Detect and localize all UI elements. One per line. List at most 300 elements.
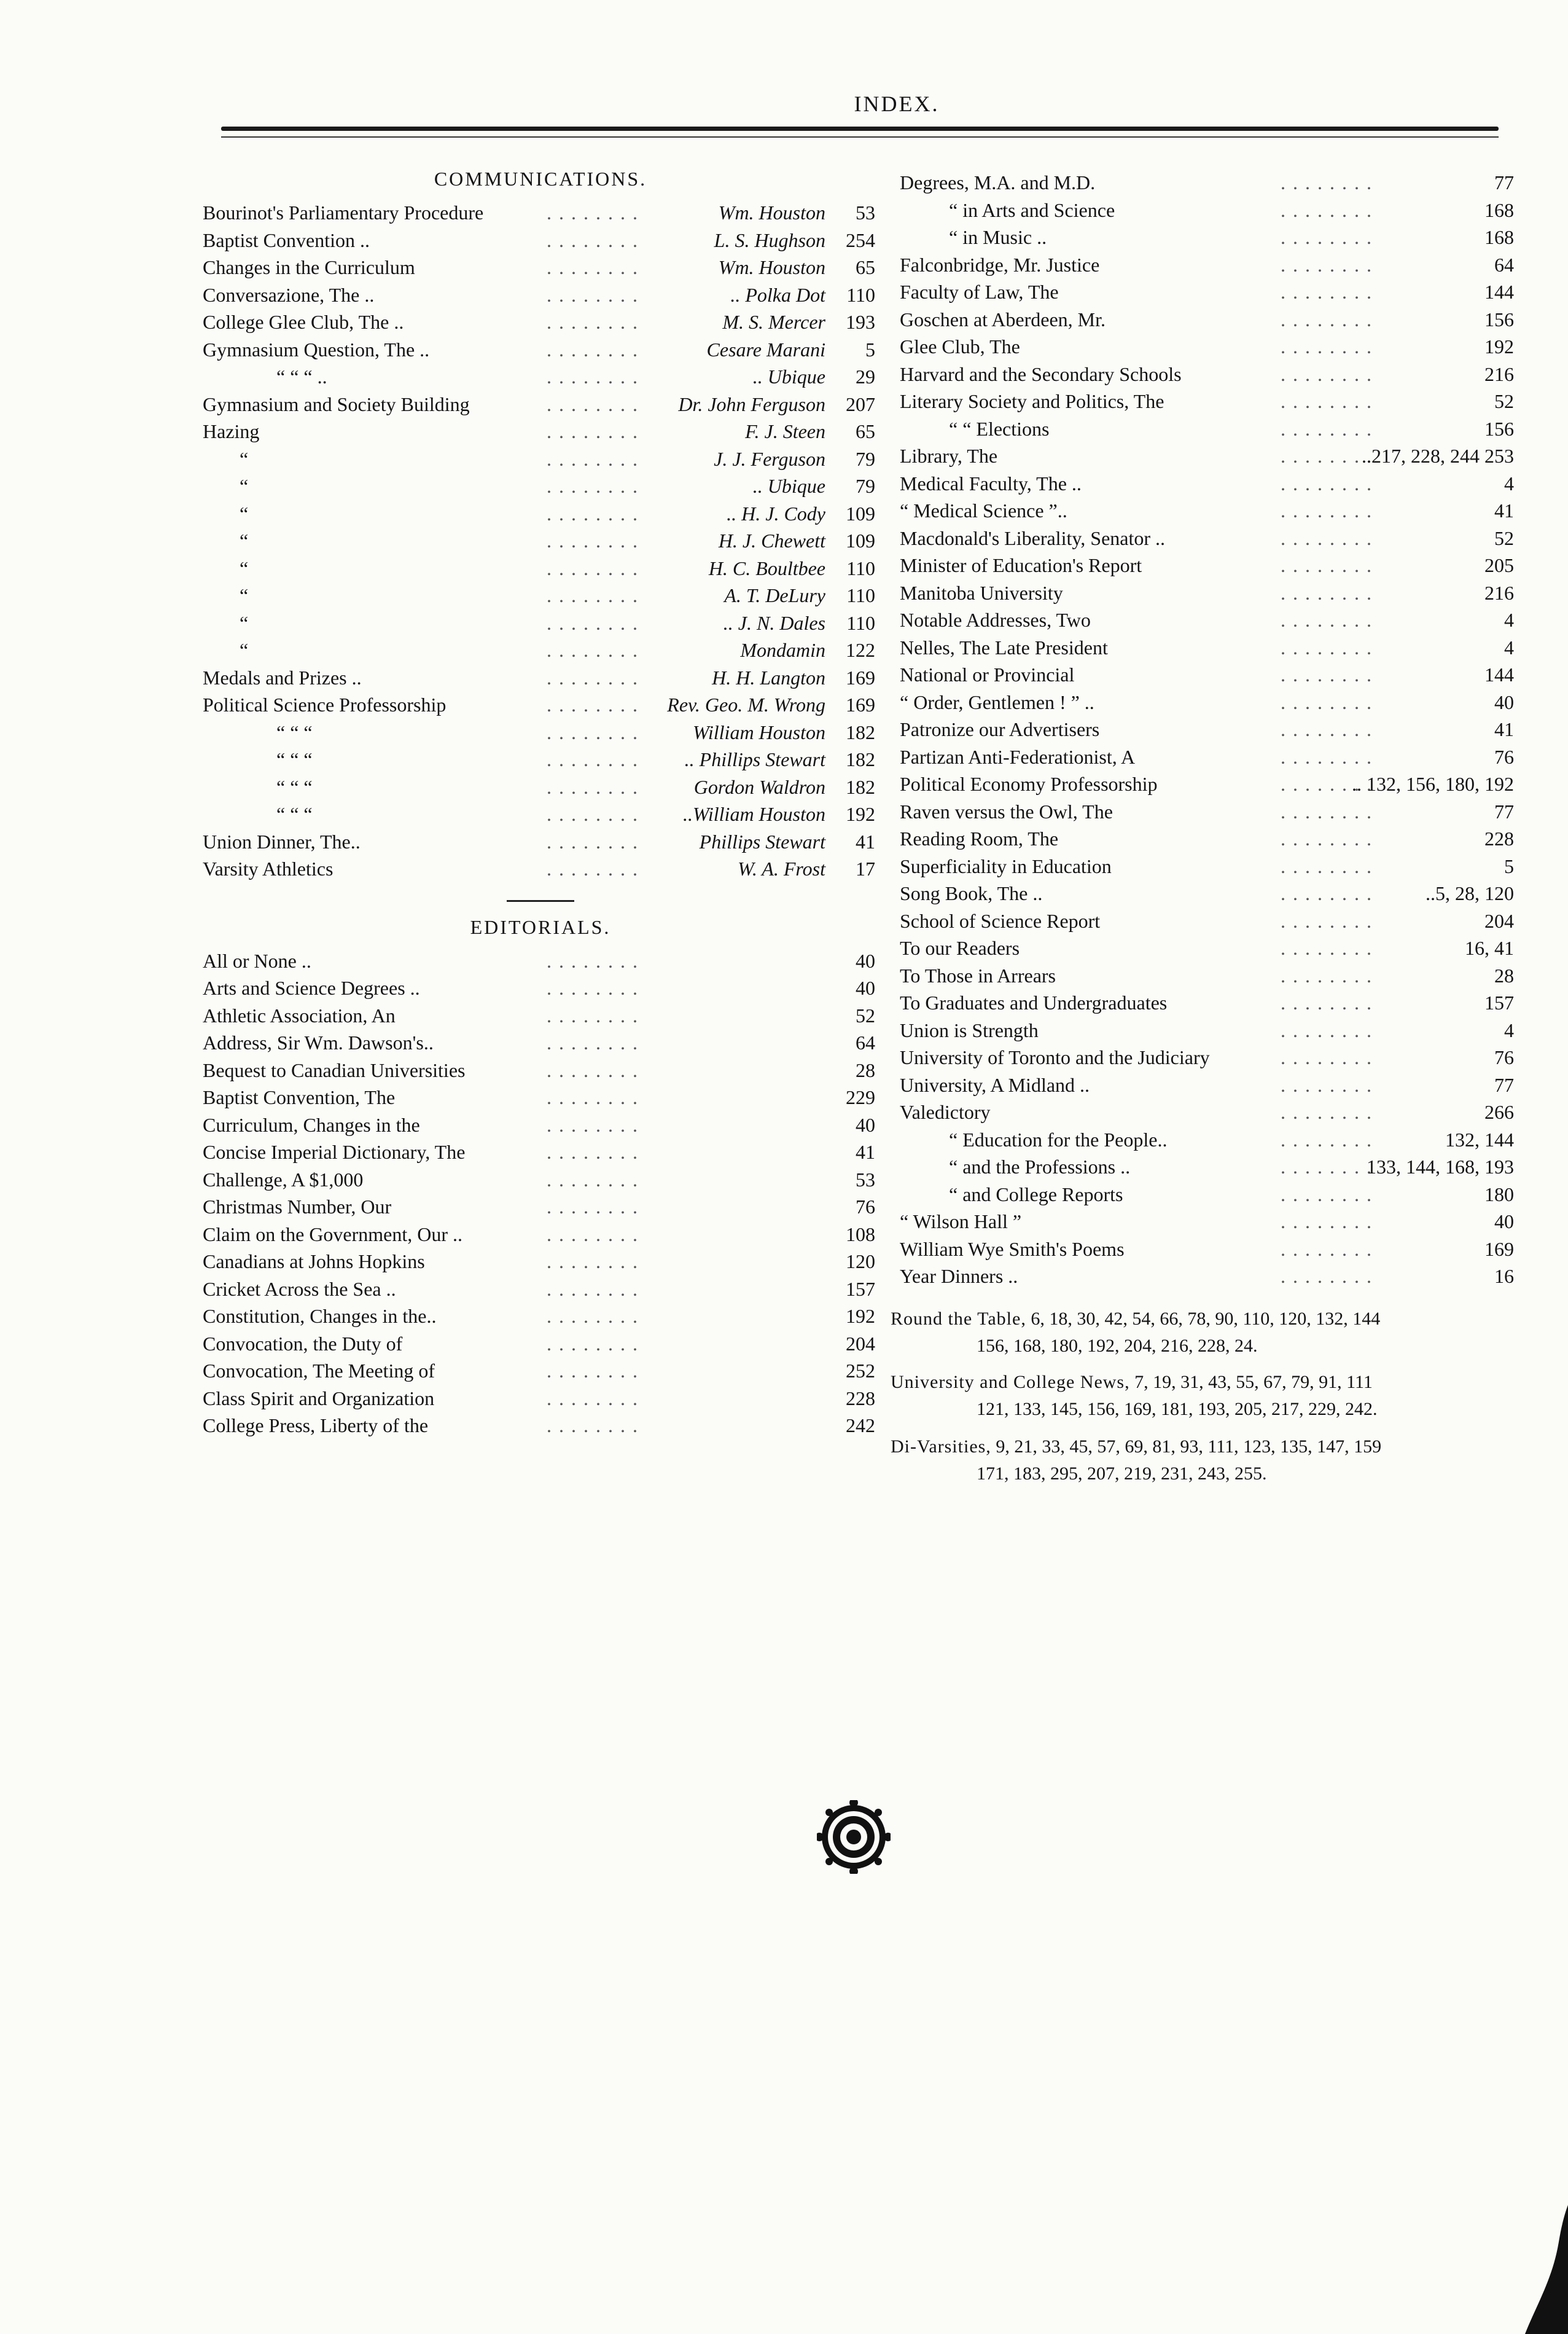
index-entry-page: 4: [1504, 1019, 1514, 1041]
communication-entry-page: 109: [846, 502, 875, 525]
index-entry-page: 52: [1494, 527, 1514, 549]
page-title: INDEX.: [854, 92, 940, 116]
editorial-entry-title: Cricket Across the Sea ..: [203, 1277, 396, 1300]
leader-dots: . . . . . . . .: [547, 1277, 639, 1300]
index-entry-page: 169: [1484, 1237, 1514, 1260]
communication-entry-page: 5: [865, 338, 875, 361]
index-entry: [900, 1153, 1514, 1181]
index-entry-title: Glee Club, The: [900, 335, 1020, 358]
index-entry: [900, 880, 1514, 907]
index-entry: [900, 197, 1514, 224]
editorial-entry-title: All or None ..: [203, 949, 311, 972]
communication-entry-title: Gymnasium Question, The ..: [203, 338, 430, 361]
index-entry-title: “ Order, Gentlemen ! ” ..: [900, 691, 1094, 713]
editorial-entry: [203, 1193, 878, 1221]
index-entry-title: To our Readers: [900, 937, 1020, 959]
leader-dots: . . . . . . . .: [547, 1113, 639, 1136]
editorial-entry-page: 108: [846, 1223, 875, 1245]
index-entry: [900, 661, 1514, 689]
communication-entry-page: 79: [856, 475, 875, 497]
leader-dots: . . . . . . . .: [1281, 499, 1373, 522]
communication-entry-page: 29: [856, 366, 875, 388]
index-entry-title: Notable Addresses, Two: [900, 609, 1091, 631]
communication-entry-page: 182: [846, 748, 875, 770]
communication-entry-page: 193: [846, 311, 875, 333]
leader-dots: . . . . . . . .: [547, 748, 639, 770]
leader-dots: . . . . . . . .: [547, 447, 639, 470]
index-entry-title: Manitoba University: [900, 581, 1063, 604]
communication-entry: [203, 363, 878, 391]
index-entry-title: Raven versus the Owl, The: [900, 800, 1113, 823]
index-entry-title: University of Toronto and the Judiciary: [900, 1046, 1210, 1068]
index-entry: [900, 1017, 1514, 1044]
leader-dots: . . . . . . . .: [1281, 581, 1373, 604]
di-varsities-cont: 171, 183, 295, 207, 219, 231, 243, 255.: [977, 1463, 1267, 1484]
leader-dots: . . . . . . . .: [1281, 308, 1373, 331]
communication-entry: [203, 609, 878, 637]
index-entry-title: Song Book, The ..: [900, 882, 1043, 904]
leader-dots: . . . . . . . .: [1281, 1210, 1373, 1232]
index-entry-title: University, A Midland ..: [900, 1073, 1090, 1096]
index-entry-page: 144: [1484, 664, 1514, 686]
index-entry-page: 4: [1504, 636, 1514, 659]
index-entry-title: Partizan Anti-Federationist, A: [900, 745, 1136, 768]
leader-dots: . . . . . . . .: [1281, 992, 1373, 1014]
communication-entry: [203, 855, 878, 883]
communication-entry-author: Mondamin: [740, 639, 825, 661]
leader-dots: . . . . . . . .: [1281, 281, 1373, 303]
leader-dots: . . . . . . . .: [1281, 1073, 1373, 1096]
leader-dots: . . . . . . . .: [547, 721, 639, 743]
leader-dots: . . . . . . . .: [547, 256, 639, 278]
index-entry-page: 16, 41: [1465, 937, 1514, 959]
leader-dots: . . . . . . . .: [1281, 718, 1373, 740]
index-entry-page: 76: [1494, 745, 1514, 768]
communication-entry-page: 65: [856, 256, 875, 278]
leader-dots: . . . . . . . .: [547, 1387, 639, 1409]
leader-dots: . . . . . . . .: [547, 502, 639, 525]
index-entry-page: 41: [1494, 499, 1514, 522]
communication-entry: [203, 719, 878, 746]
communication-entry-title: “ “ “: [276, 721, 313, 743]
editorial-entry: [203, 974, 878, 1002]
leader-dots: . . . . . . . .: [1281, 1156, 1373, 1178]
index-entry-title: To Those in Arrears: [900, 964, 1056, 987]
leader-dots: . . . . . . . .: [1281, 745, 1373, 768]
index-entry: [900, 251, 1514, 279]
leader-dots: . . . . . . . .: [547, 1086, 639, 1108]
leader-dots: . . . . . . . .: [547, 1250, 639, 1272]
communication-entry-page: 207: [846, 393, 875, 415]
editorial-entry-title: College Press, Liberty of the: [203, 1414, 429, 1436]
index-entry-page: 77: [1494, 800, 1514, 823]
editorial-entry-page: 204: [846, 1332, 875, 1355]
editorials-list: [203, 947, 878, 1439]
communication-entry: [203, 555, 878, 582]
editorial-entry: [203, 1138, 878, 1166]
communication-entry: [203, 445, 878, 473]
communication-entry: [203, 472, 878, 500]
header-rule-thin: [221, 136, 1499, 138]
leader-dots: . . . . . . . .: [547, 530, 639, 552]
leader-dots: . . . . . . . .: [547, 858, 639, 880]
index-entry: [900, 934, 1514, 962]
communication-entry-title: “: [240, 611, 249, 634]
index-entry-page: 266: [1484, 1101, 1514, 1123]
communication-entry-title: Hazing: [203, 420, 260, 442]
communication-entry: [203, 199, 878, 227]
communication-entry-author: ..William Houston: [682, 803, 825, 825]
right-index-list: [900, 169, 1514, 1290]
leader-dots: . . . . . . . .: [1281, 253, 1373, 276]
index-entry-title: Superficiality in Education: [900, 855, 1112, 877]
communication-entry-author: L. S. Hughson: [714, 229, 825, 251]
editorial-entry: [203, 1029, 878, 1057]
leader-dots: . . . . . . . .: [1281, 664, 1373, 686]
communication-entry-author: Wm. Houston: [718, 256, 825, 278]
university-news-label: University and College News,: [891, 1372, 1130, 1392]
index-entry-title: Union is Strength: [900, 1019, 1039, 1041]
communication-entry-title: Medals and Prizes ..: [203, 666, 362, 689]
communication-entry: [203, 254, 878, 281]
leader-dots: . . . . . . . .: [547, 775, 639, 798]
communication-entry-title: “: [240, 475, 249, 497]
communication-entry: [203, 828, 878, 856]
index-entry-page: 76: [1494, 1046, 1514, 1068]
communication-entry-title: Changes in the Curriculum: [203, 256, 415, 278]
communication-entry: [203, 746, 878, 773]
index-entry-page: 5: [1504, 855, 1514, 877]
index-entry: [900, 716, 1514, 743]
index-entry-page: 168: [1484, 226, 1514, 248]
header-rule-thick: [221, 127, 1499, 131]
leader-dots: . . . . . . . .: [1281, 828, 1373, 850]
editorial-entry-title: Convocation, the Duty of: [203, 1332, 403, 1355]
index-entry-title: Medical Faculty, The ..: [900, 472, 1082, 495]
communication-entry-author: H. C. Boultbee: [708, 557, 825, 579]
communication-entry-page: 192: [846, 803, 875, 825]
index-entry: [900, 361, 1514, 388]
index-entry: [900, 743, 1514, 771]
index-entry-page: 192: [1484, 335, 1514, 358]
editorial-entry-page: 120: [846, 1250, 875, 1272]
index-entry: [900, 415, 1514, 443]
index-entry-title: “ Wilson Hall ”: [900, 1210, 1022, 1232]
editorial-entry-page: 229: [846, 1086, 875, 1108]
communication-entry-author: Wm. Houston: [718, 202, 825, 224]
leader-dots: . . . . . . . .: [1281, 362, 1373, 385]
leader-dots: . . . . . . . .: [547, 475, 639, 497]
communication-entry-title: Varsity Athletics: [203, 858, 333, 880]
index-entry: [900, 770, 1514, 798]
communication-entry-author: Dr. John Ferguson: [678, 393, 825, 415]
index-entry-title: “ Education for the People..: [949, 1128, 1168, 1151]
index-entry-title: Degrees, M.A. and M.D.: [900, 171, 1096, 194]
editorial-entry-title: Canadians at Johns Hopkins: [203, 1250, 425, 1272]
section-divider: [507, 900, 574, 902]
index-entry-title: Minister of Education's Report: [900, 554, 1142, 576]
communication-entry-page: 53: [856, 202, 875, 224]
leader-dots: . . . . . . . .: [547, 338, 639, 361]
index-entry-title: Patronize our Advertisers: [900, 718, 1100, 740]
index-entry-page: 40: [1494, 1210, 1514, 1232]
communication-entry-author: .. Phillips Stewart: [684, 748, 825, 770]
index-entry: [900, 1126, 1514, 1154]
index-entry-title: “ Medical Science ”..: [900, 499, 1067, 522]
leader-dots: . . . . . . . .: [1281, 171, 1373, 194]
left-column: [203, 159, 878, 1439]
index-entry: [900, 1098, 1514, 1126]
communication-entry: [203, 582, 878, 609]
index-entry-title: Nelles, The Late President: [900, 636, 1108, 659]
communication-entry-title: Baptist Convention ..: [203, 229, 370, 251]
communication-entry: [203, 391, 878, 418]
editorial-entry-title: Constitution, Changes in the..: [203, 1305, 437, 1327]
index-entry: [900, 989, 1514, 1017]
leader-dots: . . . . . . . .: [547, 830, 639, 853]
index-entry-page: 40: [1494, 691, 1514, 713]
communication-entry-title: “: [240, 447, 249, 470]
leader-dots: . . . . . . . .: [547, 1305, 639, 1327]
index-entry: [900, 278, 1514, 306]
index-entry-title: Reading Room, The: [900, 828, 1059, 850]
communication-entry-page: 254: [846, 229, 875, 251]
leader-dots: . . . . . . . .: [547, 283, 639, 306]
editorial-entry: [203, 1330, 878, 1358]
editorial-entry-page: 28: [856, 1059, 875, 1081]
leader-dots: . . . . . . . .: [547, 611, 639, 634]
index-entry-page: 4: [1504, 609, 1514, 631]
leader-dots: . . . . . . . .: [1281, 198, 1373, 221]
editorial-entry-page: 40: [856, 949, 875, 972]
communication-entry-page: 65: [856, 420, 875, 442]
communication-entry-author: .. Polka Dot: [730, 283, 825, 306]
communication-entry-title: “ “ “ ..: [276, 366, 327, 388]
index-entry: [900, 579, 1514, 607]
index-entry: [900, 169, 1514, 197]
communication-entry-author: J. J. Ferguson: [714, 447, 825, 470]
index-entry-page: 77: [1494, 1073, 1514, 1096]
communication-entry: [203, 801, 878, 828]
communication-entry-author: .. Ubique: [752, 475, 825, 497]
leader-dots: . . . . . . . .: [1281, 691, 1373, 713]
communication-entry-page: 109: [846, 530, 875, 552]
index-entry: [900, 1071, 1514, 1099]
editorial-entry-title: Convocation, The Meeting of: [203, 1360, 435, 1382]
leader-dots: . . . . . . . .: [547, 1360, 639, 1382]
leader-dots: . . . . . . . .: [1281, 1237, 1373, 1260]
communication-entry-page: 169: [846, 694, 875, 716]
index-entry-page: 228: [1484, 828, 1514, 850]
communication-entry-author: H. J. Chewett: [718, 530, 825, 552]
index-entry: [900, 525, 1514, 552]
page-edge-shadow: [1525, 2205, 1568, 2334]
index-entry: [900, 1208, 1514, 1236]
editorial-entry-title: Curriculum, Changes in the: [203, 1113, 420, 1136]
leader-dots: . . . . . . . .: [547, 1032, 639, 1054]
communication-entry-page: 79: [856, 447, 875, 470]
leader-dots: . . . . . . . .: [1281, 1128, 1373, 1151]
editorial-entry: [203, 1166, 878, 1194]
communication-entry: [203, 227, 878, 254]
index-entry: [900, 689, 1514, 716]
editorial-entry-page: 53: [856, 1168, 875, 1191]
leader-dots: . . . . . . . .: [547, 1414, 639, 1436]
leader-dots: . . . . . . . .: [1281, 609, 1373, 631]
index-entry-title: “ in Arts and Science: [949, 198, 1115, 221]
communication-entry-page: 41: [856, 830, 875, 853]
index-entry-page: 28: [1494, 964, 1514, 987]
communication-entry-author: F. J. Steen: [745, 420, 825, 442]
leader-dots: . . . . . . . .: [547, 229, 639, 251]
index-entry-page: 133, 144, 168, 193: [1367, 1156, 1514, 1178]
editorial-entry: [203, 1248, 878, 1275]
communication-entry-title: “: [240, 502, 249, 525]
editorial-entry-page: 157: [846, 1277, 875, 1300]
leader-dots: . . . . . . . .: [547, 1332, 639, 1355]
index-entry-page: 52: [1494, 390, 1514, 412]
communication-entry: [203, 527, 878, 555]
index-entry: [900, 825, 1514, 853]
leader-dots: . . . . . . . .: [547, 949, 639, 972]
leader-dots: . . . . . . . .: [1281, 937, 1373, 959]
communication-entry: [203, 664, 878, 692]
index-entry-title: Harvard and the Secondary Schools: [900, 362, 1182, 385]
editorial-entry-page: 228: [846, 1387, 875, 1409]
leader-dots: . . . . . . . .: [1281, 855, 1373, 877]
communication-entry-page: 182: [846, 721, 875, 743]
communication-entry-title: Political Science Professorship: [203, 694, 447, 716]
communication-entry-author: William Houston: [692, 721, 825, 743]
leader-dots: . . . . . . . .: [1281, 1019, 1373, 1041]
communication-entry-page: 110: [846, 584, 875, 606]
index-entry-page: 157: [1484, 992, 1514, 1014]
index-entry-page: 156: [1484, 417, 1514, 440]
editorials-heading: EDITORIALS.: [470, 915, 611, 938]
communication-entry-page: 110: [846, 611, 875, 634]
index-entry: [900, 1236, 1514, 1263]
leader-dots: . . . . . . . .: [547, 311, 639, 333]
editorial-entry-title: Baptist Convention, The: [203, 1086, 396, 1108]
leader-dots: . . . . . . . .: [547, 1196, 639, 1218]
round-the-table-pages: 6, 18, 30, 42, 54, 66, 78, 90, 110, 120, 132, 144: [1031, 1309, 1381, 1329]
round-the-table-cont: 156, 168, 180, 192, 204, 216, 228, 24.: [977, 1336, 1258, 1356]
communication-entry-author: Rev. Geo. M. Wrong: [667, 694, 825, 716]
leader-dots: . . . . . . . .: [547, 1168, 639, 1191]
editorial-entry-title: Address, Sir Wm. Dawson's..: [203, 1032, 434, 1054]
communication-entry-page: 17: [856, 858, 875, 880]
communication-entry-title: “ “ “: [276, 803, 313, 825]
editorial-entry-title: Bequest to Canadian Universities: [203, 1059, 466, 1081]
di-varsities-label: Di-Varsities,: [891, 1436, 991, 1457]
round-the-table-entry: [891, 1306, 1511, 1360]
editorial-entry-title: Claim on the Government, Our ..: [203, 1223, 463, 1245]
editorial-entry-title: Christmas Number, Our: [203, 1196, 392, 1218]
leader-dots: . . . . . . . .: [1281, 445, 1373, 467]
index-entry-title: Political Economy Professorship: [900, 773, 1158, 795]
communication-entry-author: Gordon Waldron: [693, 775, 825, 798]
communication-entry-title: “ “ “: [276, 748, 313, 770]
communication-entry-author: H. H. Langton: [712, 666, 825, 689]
communication-entry-title: Gymnasium and Society Building: [203, 393, 470, 415]
communication-entry-title: Union Dinner, The..: [203, 830, 361, 853]
editorial-entry: [203, 1357, 878, 1385]
editorial-entry: [203, 1275, 878, 1303]
editorial-entry-page: 64: [856, 1032, 875, 1054]
index-entry-page: 16: [1494, 1265, 1514, 1287]
index-entry-title: Faculty of Law, The: [900, 281, 1059, 303]
editorial-entry-title: Arts and Science Degrees ..: [203, 977, 420, 999]
communication-entry: [203, 691, 878, 719]
index-entry: [900, 962, 1514, 990]
index-entry-title: “ “ Elections: [949, 417, 1050, 440]
index-entry: [900, 1263, 1514, 1290]
leader-dots: . . . . . . . .: [547, 694, 639, 716]
leader-dots: . . . . . . . .: [1281, 882, 1373, 904]
index-entry-page: 156: [1484, 308, 1514, 331]
index-entry-title: Library, The: [900, 445, 998, 467]
index-entry: [900, 497, 1514, 525]
leader-dots: . . . . . . . .: [547, 977, 639, 999]
leader-dots: . . . . . . . .: [547, 1141, 639, 1163]
leader-dots: . . . . . . . .: [1281, 1265, 1373, 1287]
index-entry-page: 41: [1494, 718, 1514, 740]
editorial-entry-page: 252: [846, 1360, 875, 1382]
index-entry-page: 180: [1484, 1183, 1514, 1205]
editorial-entry-page: 242: [846, 1414, 875, 1436]
communication-entry-title: Conversazione, The ..: [203, 283, 375, 306]
communication-entry-title: “: [240, 530, 249, 552]
editorial-entry-title: Challenge, A $1,000: [203, 1168, 364, 1191]
leader-dots: . . . . . . . .: [547, 1004, 639, 1027]
editorial-entry: [203, 1057, 878, 1084]
leader-dots: . . . . . . . .: [547, 557, 639, 579]
index-entry-page: 216: [1484, 362, 1514, 385]
index-entry-page: .. 132, 156, 180, 192: [1352, 773, 1514, 795]
index-entry-title: Macdonald's Liberality, Senator ..: [900, 527, 1166, 549]
index-entry: [900, 634, 1514, 662]
index-entry-title: To Graduates and Undergraduates: [900, 992, 1168, 1014]
index-entry-page: 216: [1484, 581, 1514, 604]
university-news-cont: 121, 133, 145, 156, 169, 181, 193, 205, 217, 229, 242.: [977, 1399, 1378, 1419]
right-column: [900, 169, 1514, 1290]
index-entry: [900, 388, 1514, 415]
editorial-entry-title: Class Spirit and Organization: [203, 1387, 435, 1409]
leader-dots: . . . . . . . .: [1281, 636, 1373, 659]
communication-entry: [203, 418, 878, 445]
communication-entry-page: 182: [846, 775, 875, 798]
index-entry-title: “ and College Reports: [949, 1183, 1123, 1205]
university-news-entry: [891, 1369, 1511, 1423]
communication-entry-title: Bourinot's Parliamentary Procedure: [203, 202, 484, 224]
communication-entry-author: .. J. N. Dales: [723, 611, 825, 634]
index-entry-title: “ and the Professions ..: [949, 1156, 1131, 1178]
communication-entry: [203, 636, 878, 664]
di-varsities-entry: [891, 1433, 1511, 1487]
editorial-entry: [203, 1385, 878, 1412]
index-entry: [900, 1181, 1514, 1208]
index-entry-page: ..5, 28, 120: [1426, 882, 1514, 904]
communication-entry-title: College Glee Club, The ..: [203, 311, 404, 333]
editorial-entry: [203, 1084, 878, 1111]
communications-list: [203, 199, 878, 883]
communication-entry-page: 110: [846, 557, 875, 579]
index-entry: [900, 606, 1514, 634]
editorial-entry: [203, 1111, 878, 1139]
index-entry-page: 77: [1494, 171, 1514, 194]
index-entry: [900, 306, 1514, 334]
university-news-pages: 7, 19, 31, 43, 55, 67, 79, 91, 111: [1134, 1372, 1373, 1392]
